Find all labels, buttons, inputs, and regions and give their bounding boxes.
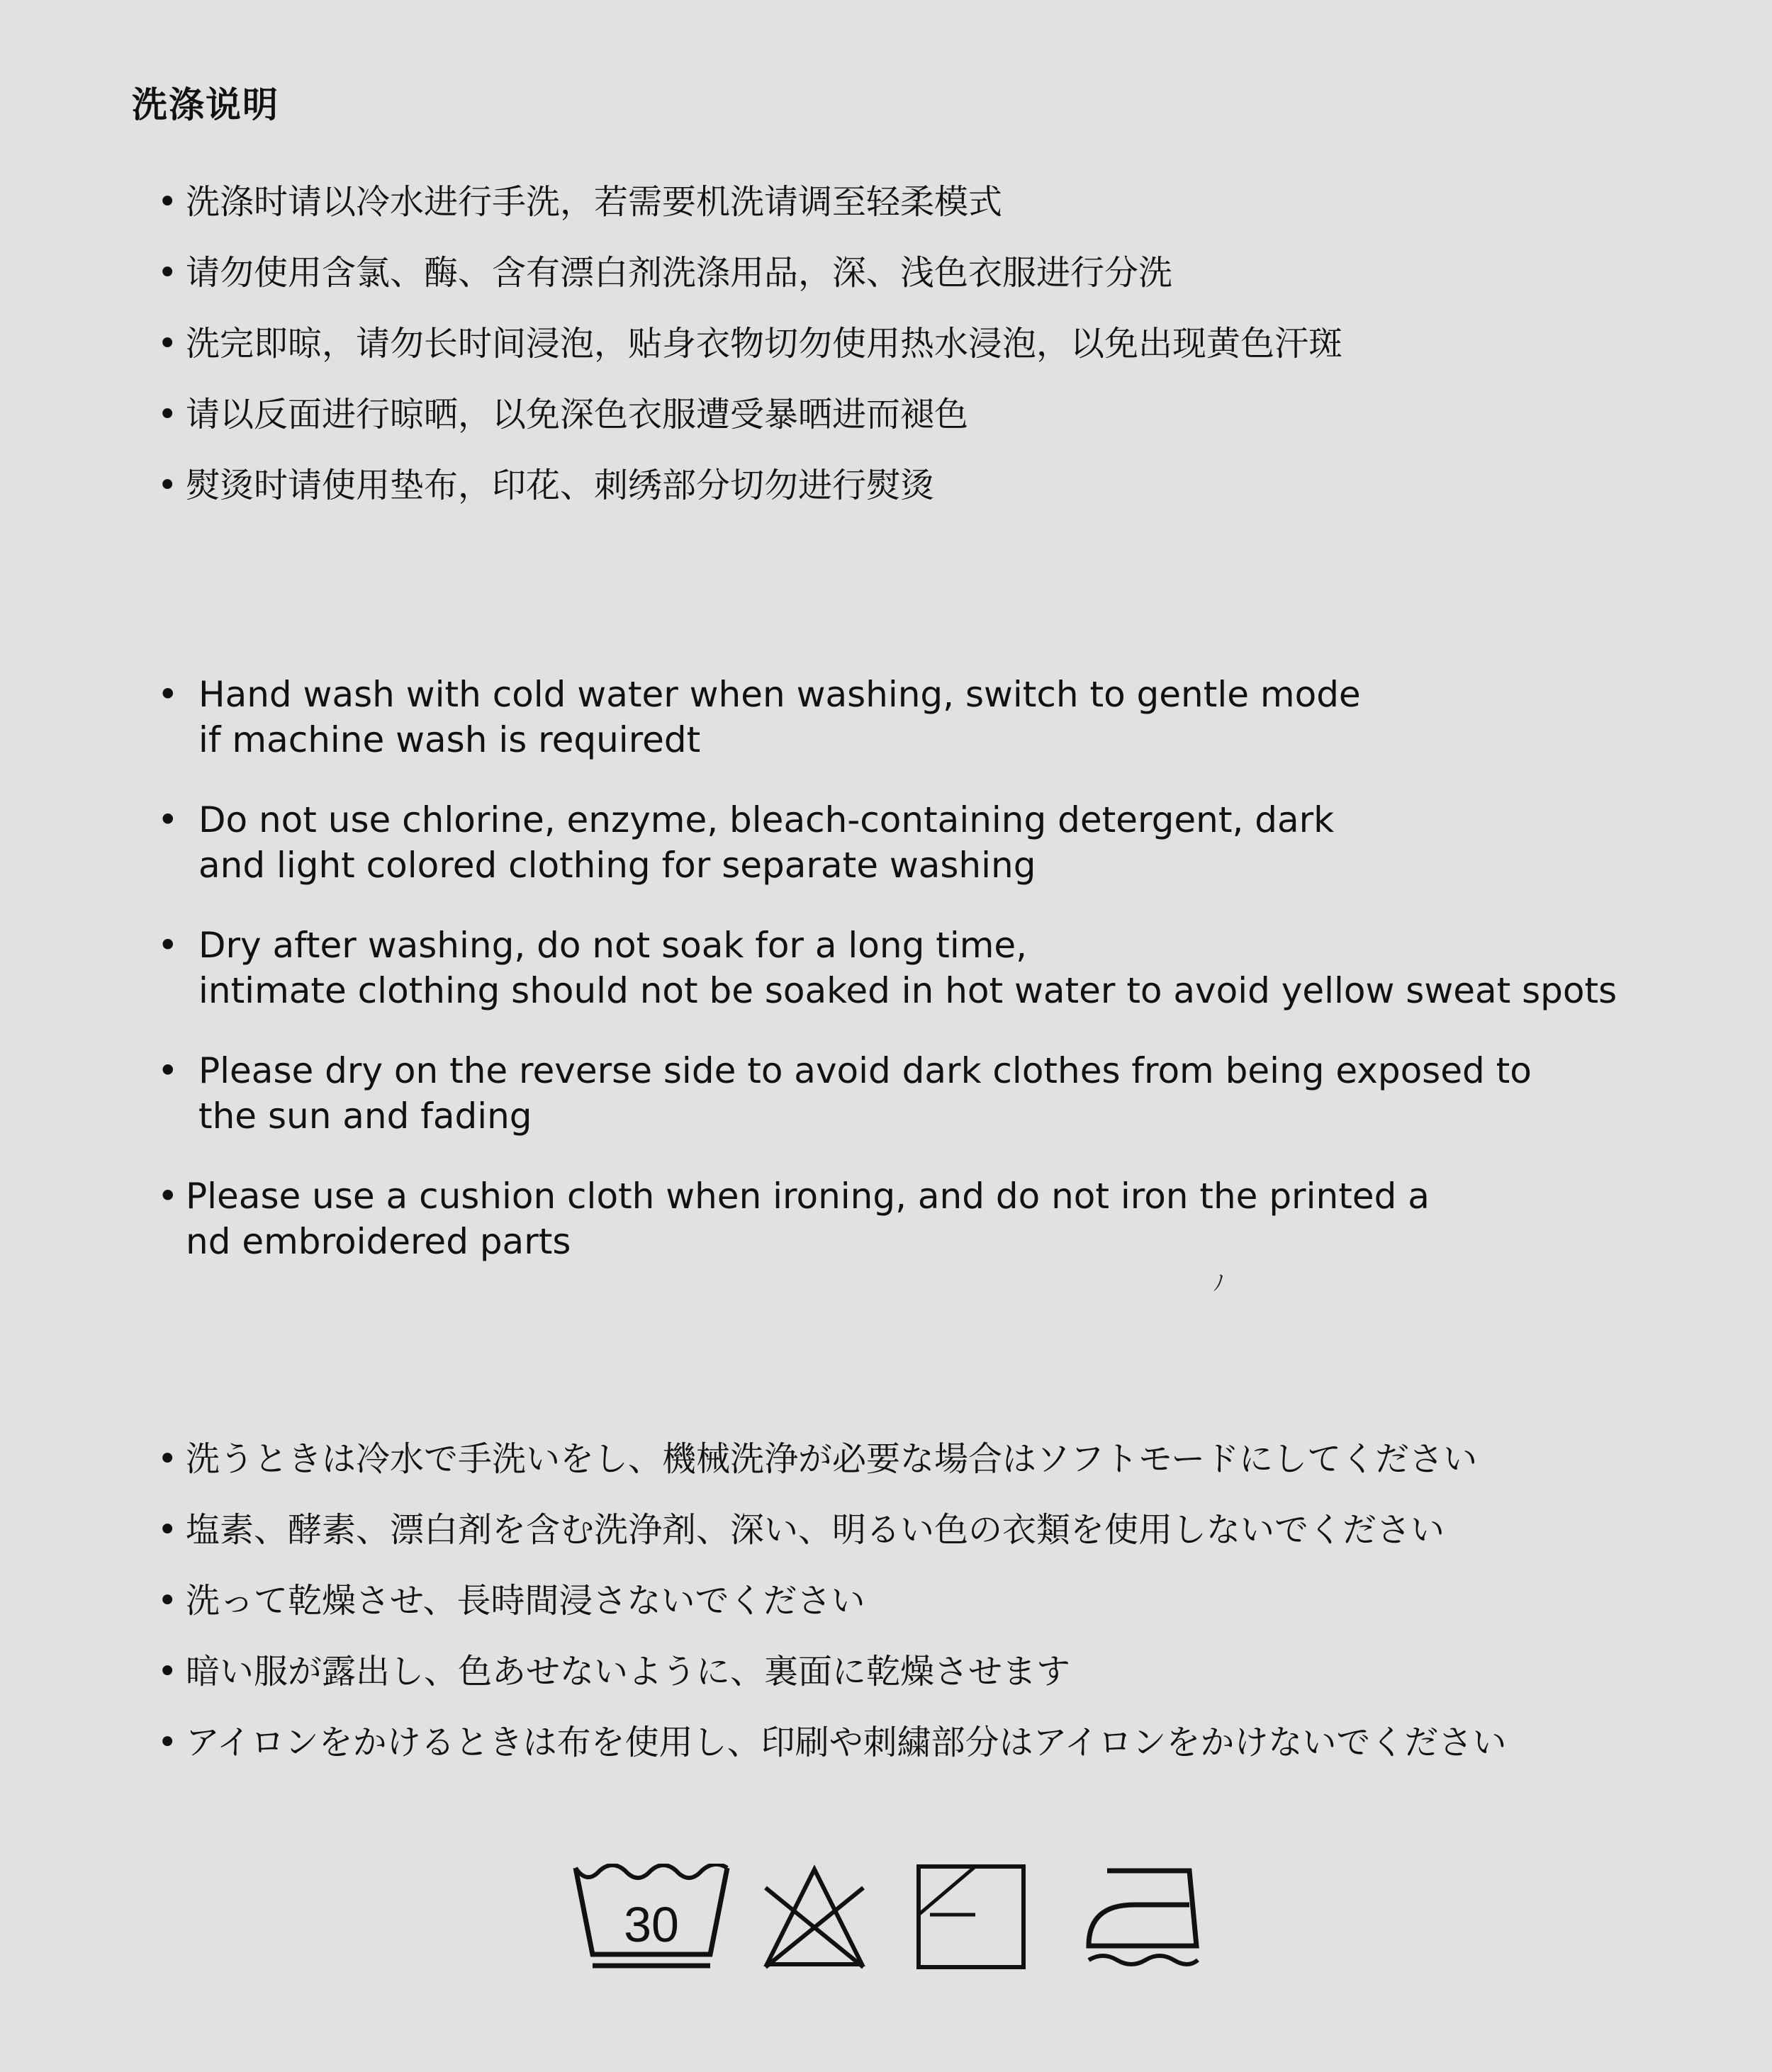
list-item <box>157 1048 1617 1139</box>
instruction-text: 请以反面进行晾晒，以免深色衣服遭受暴晒进而褪色 <box>186 395 969 434</box>
japanese-instructions <box>157 1436 1506 1790</box>
instruction-text: 请勿使用含氯、酶、含有漂白剂洗涤用品，深、浅色衣服进行分洗 <box>186 253 1173 293</box>
instruction-text: 熨烫时请使用垫布，印花、刺绣部分切勿进行熨烫 <box>186 466 935 505</box>
instruction-text: 塩素、酵素、漂白剤を含む洗浄剤、深い、明るい色の衣類を使用しないでください <box>186 1510 1445 1550</box>
instruction-line: intimate clothing should not be soaked in hot water to avoid yellow sweat spots <box>198 970 1617 1011</box>
bullet: • <box>157 799 179 840</box>
instruction-line: nd embroidered parts <box>186 1221 571 1262</box>
wash-temperature: 30 <box>624 1897 679 1952</box>
list-item <box>157 1173 1617 1264</box>
instruction-line: Dry after washing, do not soak for a long time, <box>198 925 1028 966</box>
instruction-line: Hand wash with cold water when washing, switch to gentle mode <box>198 674 1361 715</box>
bullet: • <box>157 324 178 364</box>
list-item <box>157 1436 1506 1507</box>
bullet: • <box>157 925 179 966</box>
instruction-line: Do not use chlorine, enzyme, bleach-containing detergent, dark <box>198 799 1335 840</box>
care-symbols <box>567 1864 1205 1977</box>
list-item <box>157 1719 1506 1790</box>
english-instructions <box>157 672 1617 1299</box>
instruction-line: Please dry on the reverse side to avoid dark clothes from being exposed to <box>198 1050 1532 1091</box>
instruction-line: and light colored clothing for separate washing <box>198 845 1036 886</box>
list-item <box>157 1507 1506 1577</box>
list-item <box>157 462 1342 533</box>
instruction-text: 洗完即晾，请勿长时间浸泡，贴身衣物切勿使用热水浸泡，以免出现黄色汗斑 <box>186 324 1343 364</box>
bullet: • <box>157 1050 179 1091</box>
bullet: • <box>157 466 178 505</box>
list-item <box>157 672 1617 762</box>
dry-in-shade-icon <box>916 1864 1026 1970</box>
bullet: • <box>157 395 178 434</box>
bullet: • <box>157 674 179 715</box>
wash-30-icon <box>573 1864 730 1970</box>
list-item <box>157 320 1342 391</box>
bullet: • <box>157 1581 178 1621</box>
list-item <box>157 1577 1506 1648</box>
stray-mark: ﾉ <box>1213 1271 1224 1296</box>
bullet: • <box>157 1439 178 1479</box>
bullet: • <box>157 1510 178 1550</box>
instruction-line: Please use a cushion cloth when ironing, and do not iron the printed a <box>186 1176 1430 1217</box>
bullet: • <box>157 1176 179 1217</box>
bullet: • <box>157 253 178 293</box>
instruction-line: if machine wash is requiredt <box>198 719 701 760</box>
chinese-instructions <box>157 179 1342 533</box>
list-item <box>157 391 1342 462</box>
list-item <box>157 923 1617 1013</box>
page-title: 洗涤说明 <box>132 84 279 125</box>
instruction-text: アイロンをかけるときは布を使用し、印刷や刺繍部分はアイロンをかけないでください <box>186 1723 1507 1762</box>
instruction-line: the sun and fading <box>198 1096 532 1137</box>
bullet: • <box>157 182 178 222</box>
list-item <box>157 1648 1506 1719</box>
instruction-text: 洗涤时请以冷水进行手洗，若需要机洗请调至轻柔模式 <box>186 182 1003 222</box>
list-item <box>157 179 1342 249</box>
bullet: • <box>157 1652 178 1691</box>
list-item <box>157 797 1617 888</box>
bullet: • <box>157 1723 178 1762</box>
instruction-text: 洗うときは冷水で手洗いをし、機械洗浄が必要な場合はソフトモードにしてください <box>186 1439 1478 1479</box>
do-not-bleach-icon <box>763 1864 866 1970</box>
iron-icon <box>1086 1864 1201 1970</box>
instruction-text: 洗って乾燥させ、長時間浸さないでください <box>186 1581 865 1621</box>
list-item <box>157 249 1342 320</box>
instruction-text: 暗い服が露出し、色あせないように、裏面に乾燥させます <box>186 1652 1071 1691</box>
